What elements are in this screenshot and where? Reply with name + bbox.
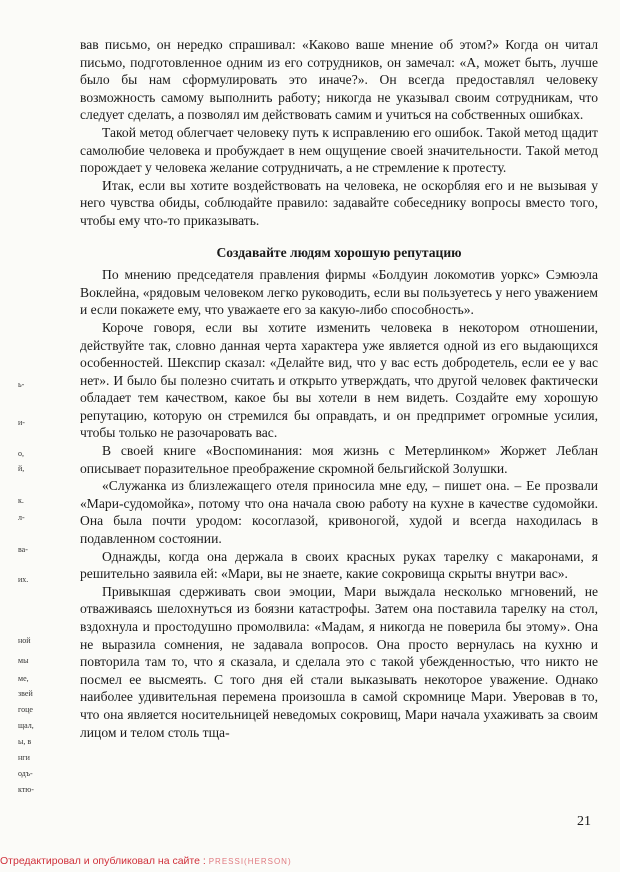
margin-fragment: л- [18, 513, 25, 522]
main-text-column [80, 36, 598, 741]
margin-fragment: щал, [18, 721, 34, 730]
paragraph: В своей книге «Воспоминания: моя жизнь с Метерлинком» Жоржет Леблан описывает поразительное преображение скромной бельгийской Золушки. [80, 443, 598, 476]
margin-fragment: о, [18, 449, 24, 458]
paragraph: Короче говоря, если вы хотите изменить человека в некотором отношении, действуйте так, словно данная черта характера уже является одной из его выдающихся особенностей. Шекспир сказал: «Делайте вид, что у вас есть добродетель, если ее у вас нет». И было бы полезно считать и открыто утверждать, что другой человек фактически обладает тем качеством, какое бы вы хотели в нем видеть. Создайте ему хорошую репутацию, которую он стремился бы оправдать, и он предпримет огромные усилия, чтобы только не разочаровать вас. [80, 319, 598, 441]
margin-fragment: к. [18, 496, 24, 505]
paragraph-quote: «Служанка из близлежащего отеля приносила мне еду, – пишет она. – Ее прозвали «Мари-судомойка», потому что она начала свою работу на кухне в качестве судомойки. Она была почти уродом: косоглазой, кривоногой, худой и всегда находилась в подавленном состоянии. [80, 478, 598, 547]
paragraph: Итак, если вы хотите воздействовать на человека, не оскорбляя его и не вызывая у него чувства обиды, соблюдайте правило: задавайте собеседнику вопросы вместо того, чтобы ему что-то приказывать. [80, 177, 598, 228]
margin-fragment: й, [18, 464, 25, 473]
footer-text: Отредактировал и опубликовал на сайте : [0, 855, 206, 867]
paragraph: Такой метод облегчает человеку путь к исправлению его ошибок. Такой метод щадит самолюбие человека и пробуждает в нем ощущение своей значительности. Такой метод порождает у человека желание сотрудничать, а не стремление к протесту. [80, 124, 598, 176]
footer-site[interactable]: PRESSI(HERSON) [208, 857, 292, 866]
margin-fragment: ва- [18, 545, 28, 554]
paragraph-quote: Однажды, когда она держала в своих красных руках тарелку с макаронами, я решительно заявила ей: «Мари, вы не знаете, какие сокровища скрыты внутри вас». [80, 548, 598, 582]
margin-fragment: нги [18, 753, 30, 762]
margin-fragment: ме, [18, 674, 29, 683]
margin-fragment: их. [18, 575, 29, 584]
margin-fragment: ктю- [18, 785, 34, 794]
margin-fragment: ь- [18, 380, 25, 389]
margin-fragment: ной [18, 636, 31, 645]
page-number: 21 [577, 814, 591, 829]
margin-fragment: гоце [18, 705, 33, 714]
margin-fragment: звей [18, 689, 33, 698]
margin-fragment: одъ- [18, 769, 33, 778]
paragraph-quote: Привыкшая сдерживать свои эмоции, Мари выждала несколько мгновений, не отваживаясь шелохнуться из боязни катастрофы. Затем она поставила тарелку на стол, вздохнула и простодушно промолвила: «Мадам, я никогда не поверила бы этому». Она не выразила сомнения, не задавала вопросов. Она просто вернулась на кухню и повторила там то, что я сказала, и сделала это с такой убежденностью, что никто не посмел ее высмеять. С того дня ей стали выказывать некоторое уважение. Однако наиболее удивительная перемена произошла в самой скромнице Мари. Уверовав в то, что она является носительницей неведомых сокровищ, Мари начала ухаживать за своим лицом и телом столь тща- [80, 583, 598, 740]
paragraph: По мнению председателя правления фирмы «Болдуин локомотив уоркс» Сэмюэла Воклейна, «рядовым человеком легко руководить, если вы пользуетесь у него уважением и если покажете ему, что уважаете его за какую-либо способность». [80, 267, 598, 318]
paragraph-continuation: вав письмо, он нередко спрашивал: «Каково ваше мнение об этом?» Когда он читал письмо, подготовленное одним из его сотрудников, он замечал: «А, может быть, лучше было бы нам сформулировать это иначе?». Он всегда предоставлял человеку возможность самому выполнить работу; никогда не указывал своим сотрудникам, что следует сделать, а позволял им действовать самим и учиться на собственных ошибках. [80, 37, 598, 123]
section-heading: Создавайте людям хорошую репутацию [216, 244, 462, 260]
margin-fragment: мы [18, 656, 29, 665]
margin-fragment: ы, в [18, 737, 32, 746]
margin-fragment: и- [18, 418, 25, 427]
footer-watermark [0, 855, 292, 867]
